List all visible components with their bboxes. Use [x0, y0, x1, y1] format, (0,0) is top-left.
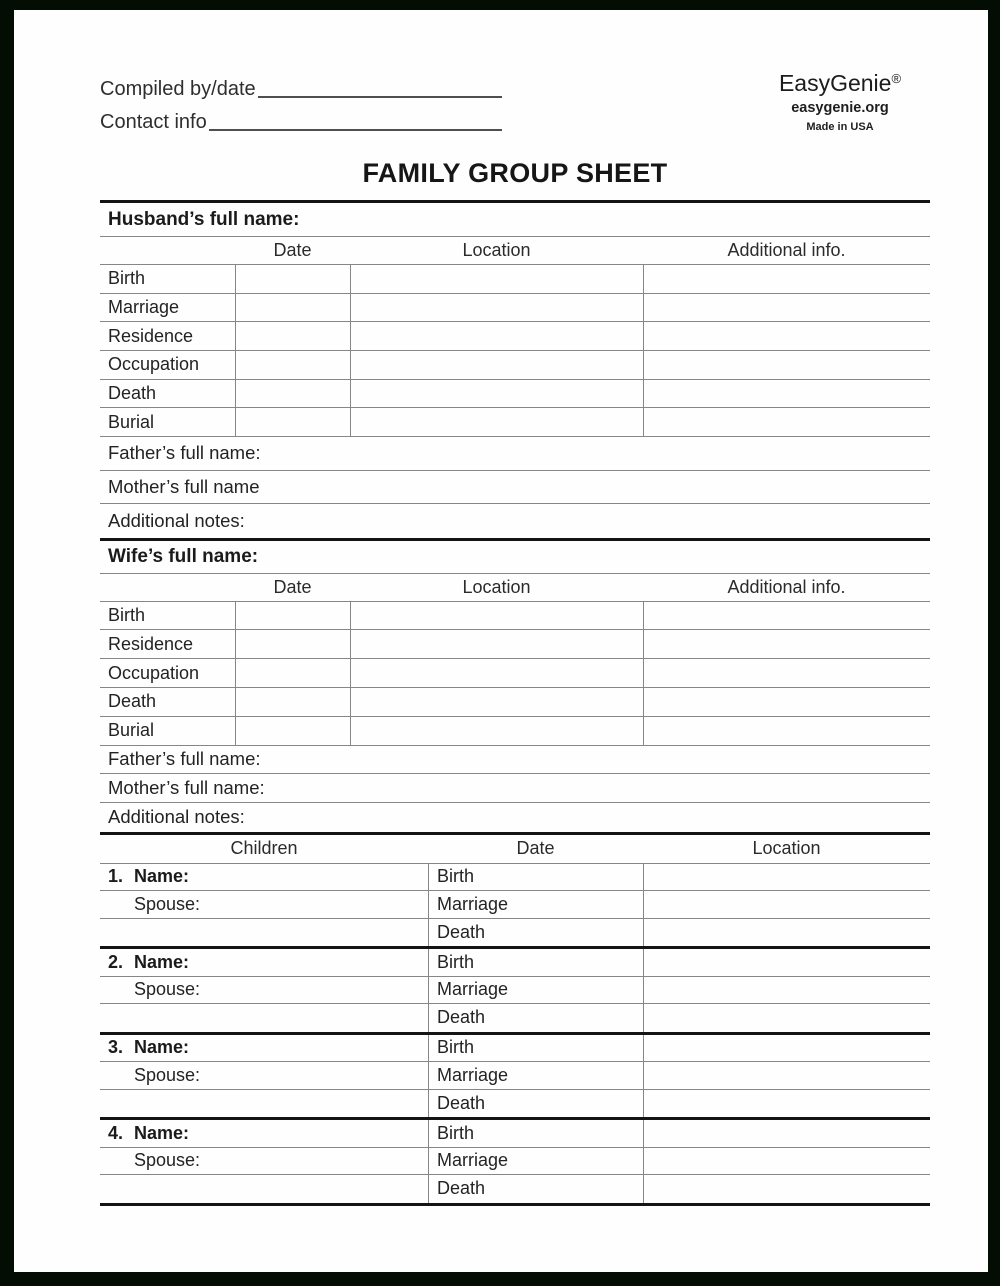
wife-mother-row [100, 774, 930, 803]
husband-father-row [100, 437, 930, 471]
event-label: Death [108, 383, 157, 404]
additional-notes-label: Additional notes: [108, 806, 245, 828]
child-death-location-cell[interactable] [643, 1090, 930, 1118]
wife-table-header [100, 574, 930, 602]
marriage-date-input[interactable] [508, 891, 643, 918]
wife-name-row [100, 541, 930, 574]
location-cell[interactable] [350, 659, 643, 687]
additional-info-cell[interactable] [643, 630, 930, 658]
birth-label: Birth [437, 1122, 475, 1143]
column-header-children: Children [230, 838, 298, 859]
additional-info-cell[interactable] [643, 688, 930, 716]
event-label: Burial [108, 720, 155, 741]
compiled-by-field [100, 68, 502, 101]
child-death-row [100, 1175, 930, 1203]
compiled-by-input[interactable] [258, 84, 502, 98]
child-death-row [100, 1004, 930, 1032]
event-label: Birth [108, 268, 146, 289]
additional-notes-input[interactable] [245, 803, 930, 832]
date-cell[interactable] [235, 294, 350, 322]
table-row-birth [100, 602, 930, 631]
additional-info-cell[interactable] [643, 294, 930, 322]
location-cell[interactable] [350, 408, 643, 436]
wife-notes-row [100, 803, 930, 832]
table-row-residence [100, 322, 930, 351]
child-block-2 [100, 949, 930, 1035]
location-cell[interactable] [350, 688, 643, 716]
marriage-label: Marriage [437, 1150, 509, 1171]
birth-date-input[interactable] [474, 864, 643, 891]
brand-name-row [750, 70, 930, 97]
brand-made-in: Made in USA [806, 121, 874, 133]
marriage-date-input[interactable] [508, 1148, 643, 1175]
child-name-label: Name: [134, 1122, 190, 1143]
children-table-header [100, 835, 930, 864]
date-cell[interactable] [235, 630, 350, 658]
date-cell[interactable] [235, 688, 350, 716]
child-block-3 [100, 1035, 930, 1121]
marriage-date-input[interactable] [508, 977, 643, 1004]
table-row-burial [100, 717, 930, 746]
page-title: FAMILY GROUP SHEET [362, 158, 668, 188]
event-label: Death [108, 691, 157, 712]
column-header-additional-info: Additional info. [727, 240, 846, 260]
mother-name-label: Mother’s full name [108, 475, 260, 497]
child-name-cell[interactable] [100, 1035, 428, 1062]
birth-label: Birth [437, 1037, 475, 1058]
date-cell[interactable] [235, 322, 350, 350]
child-blank-cell[interactable] [100, 1090, 428, 1118]
death-date-input[interactable] [485, 1004, 643, 1032]
husband-name-row [100, 203, 930, 237]
event-label: Marriage [108, 297, 180, 318]
death-date-input[interactable] [485, 1090, 643, 1118]
husband-name-input[interactable] [299, 203, 930, 236]
additional-info-cell[interactable] [643, 322, 930, 350]
mother-name-label: Mother’s full name: [108, 777, 265, 799]
child-name-label: Name: [134, 866, 190, 887]
child-spouse-row [100, 1062, 930, 1090]
marriage-label: Marriage [437, 893, 509, 914]
location-cell[interactable] [350, 630, 643, 658]
death-label: Death [437, 921, 486, 942]
child-number: 3. [108, 1037, 124, 1058]
child-birth-location-cell[interactable] [643, 1035, 930, 1062]
child-death-date-cell [428, 1004, 643, 1032]
column-header-date: Date [516, 838, 555, 859]
child-birth-date-cell [428, 1035, 643, 1062]
child-spouse-cell[interactable] [100, 1148, 428, 1175]
child-name-row [100, 1035, 930, 1063]
child-name-row [100, 864, 930, 892]
child-name-label: Name: [134, 1037, 190, 1058]
location-cell[interactable] [350, 265, 643, 293]
death-label: Death [437, 1007, 486, 1028]
brand-website: easygenie.org [791, 100, 889, 116]
table-row-death [100, 380, 930, 409]
event-label: Occupation [108, 354, 200, 375]
death-label: Death [437, 1092, 486, 1113]
column-header-location: Location [462, 240, 531, 260]
birth-label: Birth [437, 866, 475, 887]
location-cell[interactable] [350, 351, 643, 379]
additional-info-cell[interactable] [643, 265, 930, 293]
child-death-location-cell[interactable] [643, 1175, 930, 1203]
child-birth-location-cell[interactable] [643, 949, 930, 976]
date-cell[interactable] [235, 717, 350, 745]
additional-info-cell[interactable] [643, 380, 930, 408]
child-spouse-label: Spouse: [134, 1064, 201, 1085]
mother-name-input[interactable] [265, 774, 930, 802]
husband-mother-row [100, 471, 930, 505]
date-cell[interactable] [235, 659, 350, 687]
wife-name-input[interactable] [258, 541, 930, 573]
child-birth-date-cell [428, 1120, 643, 1147]
compiler-fields [100, 68, 502, 134]
table-row-death [100, 688, 930, 717]
birth-date-input[interactable] [474, 949, 643, 976]
child-death-location-cell[interactable] [643, 1004, 930, 1032]
child-name-row [100, 1120, 930, 1148]
table-row-marriage [100, 294, 930, 323]
child-number: 1. [108, 866, 124, 887]
child-spouse-cell[interactable] [100, 1062, 428, 1089]
contact-info-label: Contact info [100, 111, 207, 133]
father-name-input[interactable] [261, 437, 930, 470]
additional-info-cell[interactable] [643, 659, 930, 687]
child-marriage-date-cell [428, 1148, 643, 1175]
additional-info-cell[interactable] [643, 602, 930, 630]
child-name-cell[interactable] [100, 949, 428, 976]
father-name-label: Father’s full name: [108, 442, 261, 464]
column-header-date: Date [273, 240, 312, 260]
location-cell[interactable] [350, 380, 643, 408]
table-row-occupation [100, 659, 930, 688]
child-spouse-label: Spouse: [134, 1150, 201, 1171]
location-cell[interactable] [350, 602, 643, 630]
child-death-date-cell [428, 1175, 643, 1203]
child-death-date-cell [428, 919, 643, 947]
child-birth-location-cell[interactable] [643, 1120, 930, 1147]
child-birth-date-cell [428, 949, 643, 976]
additional-notes-label: Additional notes: [108, 509, 245, 531]
child-marriage-location-cell[interactable] [643, 1062, 930, 1089]
husband-table-header [100, 237, 930, 265]
family-group-sheet [14, 10, 988, 1272]
child-name-cell[interactable] [100, 1120, 428, 1147]
event-label: Residence [108, 633, 194, 654]
form-body [100, 200, 930, 1206]
death-label: Death [437, 1178, 486, 1199]
wife-section [100, 541, 930, 835]
child-marriage-location-cell[interactable] [643, 977, 930, 1004]
birth-label: Birth [437, 951, 475, 972]
brand-name: EasyGenie [778, 70, 892, 96]
child-block-1 [100, 864, 930, 950]
marriage-label: Marriage [437, 979, 509, 1000]
date-cell[interactable] [235, 265, 350, 293]
father-name-input[interactable] [261, 746, 930, 774]
child-marriage-date-cell [428, 1062, 643, 1089]
husband-section [100, 203, 930, 541]
location-cell[interactable] [350, 717, 643, 745]
event-label: Burial [108, 411, 155, 432]
date-cell[interactable] [235, 602, 350, 630]
child-death-date-cell [428, 1090, 643, 1118]
additional-info-cell[interactable] [643, 408, 930, 436]
child-name-cell[interactable] [100, 864, 428, 891]
husband-name-label: Husband’s full name: [108, 208, 300, 230]
table-row-burial [100, 408, 930, 437]
child-birth-date-cell [428, 864, 643, 891]
death-date-input[interactable] [485, 1175, 643, 1203]
additional-notes-input[interactable] [245, 504, 930, 538]
marriage-label: Marriage [437, 1064, 509, 1085]
table-row-occupation [100, 351, 930, 380]
column-header-location: Location [752, 838, 821, 859]
wife-name-label: Wife’s full name: [108, 545, 259, 567]
table-row-birth [100, 265, 930, 294]
child-blank-cell[interactable] [100, 1175, 428, 1203]
mother-name-input[interactable] [260, 471, 931, 504]
father-name-label: Father’s full name: [108, 748, 261, 770]
child-spouse-cell[interactable] [100, 891, 428, 918]
contact-info-input[interactable] [209, 117, 502, 131]
child-name-label: Name: [134, 951, 190, 972]
child-marriage-date-cell [428, 977, 643, 1004]
child-marriage-location-cell[interactable] [643, 1148, 930, 1175]
marriage-date-input[interactable] [508, 1062, 643, 1089]
child-spouse-row [100, 977, 930, 1005]
birth-date-input[interactable] [474, 1120, 643, 1147]
child-spouse-cell[interactable] [100, 977, 428, 1004]
location-cell[interactable] [350, 294, 643, 322]
brand-block [750, 68, 930, 133]
contact-info-field [100, 101, 502, 134]
additional-info-cell[interactable] [643, 351, 930, 379]
event-label: Occupation [108, 662, 200, 683]
column-header-location: Location [462, 576, 531, 597]
child-number: 2. [108, 951, 124, 972]
birth-date-input[interactable] [474, 1035, 643, 1062]
husband-notes-row [100, 504, 930, 538]
child-spouse-row [100, 1148, 930, 1176]
column-header-date: Date [273, 576, 312, 597]
location-cell[interactable] [350, 322, 643, 350]
event-label: Birth [108, 605, 146, 626]
child-death-row [100, 1090, 930, 1118]
child-marriage-location-cell[interactable] [643, 891, 930, 918]
wife-father-row [100, 746, 930, 775]
event-label: Residence [108, 325, 194, 346]
date-cell[interactable] [235, 408, 350, 436]
date-cell[interactable] [235, 351, 350, 379]
child-death-row [100, 919, 930, 947]
child-spouse-row [100, 891, 930, 919]
child-number: 4. [108, 1122, 124, 1143]
child-name-row [100, 949, 930, 977]
children-section [100, 835, 930, 1206]
child-death-location-cell[interactable] [643, 919, 930, 947]
compiled-by-label: Compiled by/date [100, 78, 256, 100]
date-cell[interactable] [235, 380, 350, 408]
column-header-additional-info: Additional info. [727, 576, 846, 597]
registered-trademark-symbol: ® [891, 71, 902, 86]
child-spouse-label: Spouse: [134, 979, 201, 1000]
additional-info-cell[interactable] [643, 717, 930, 745]
child-birth-location-cell[interactable] [643, 864, 930, 891]
sheet-header [100, 10, 930, 134]
child-blank-cell[interactable] [100, 1004, 428, 1032]
death-date-input[interactable] [485, 919, 643, 947]
table-row-residence [100, 630, 930, 659]
child-spouse-label: Spouse: [134, 893, 201, 914]
child-blank-cell[interactable] [100, 919, 428, 947]
child-marriage-date-cell [428, 891, 643, 918]
child-block-4 [100, 1120, 930, 1206]
